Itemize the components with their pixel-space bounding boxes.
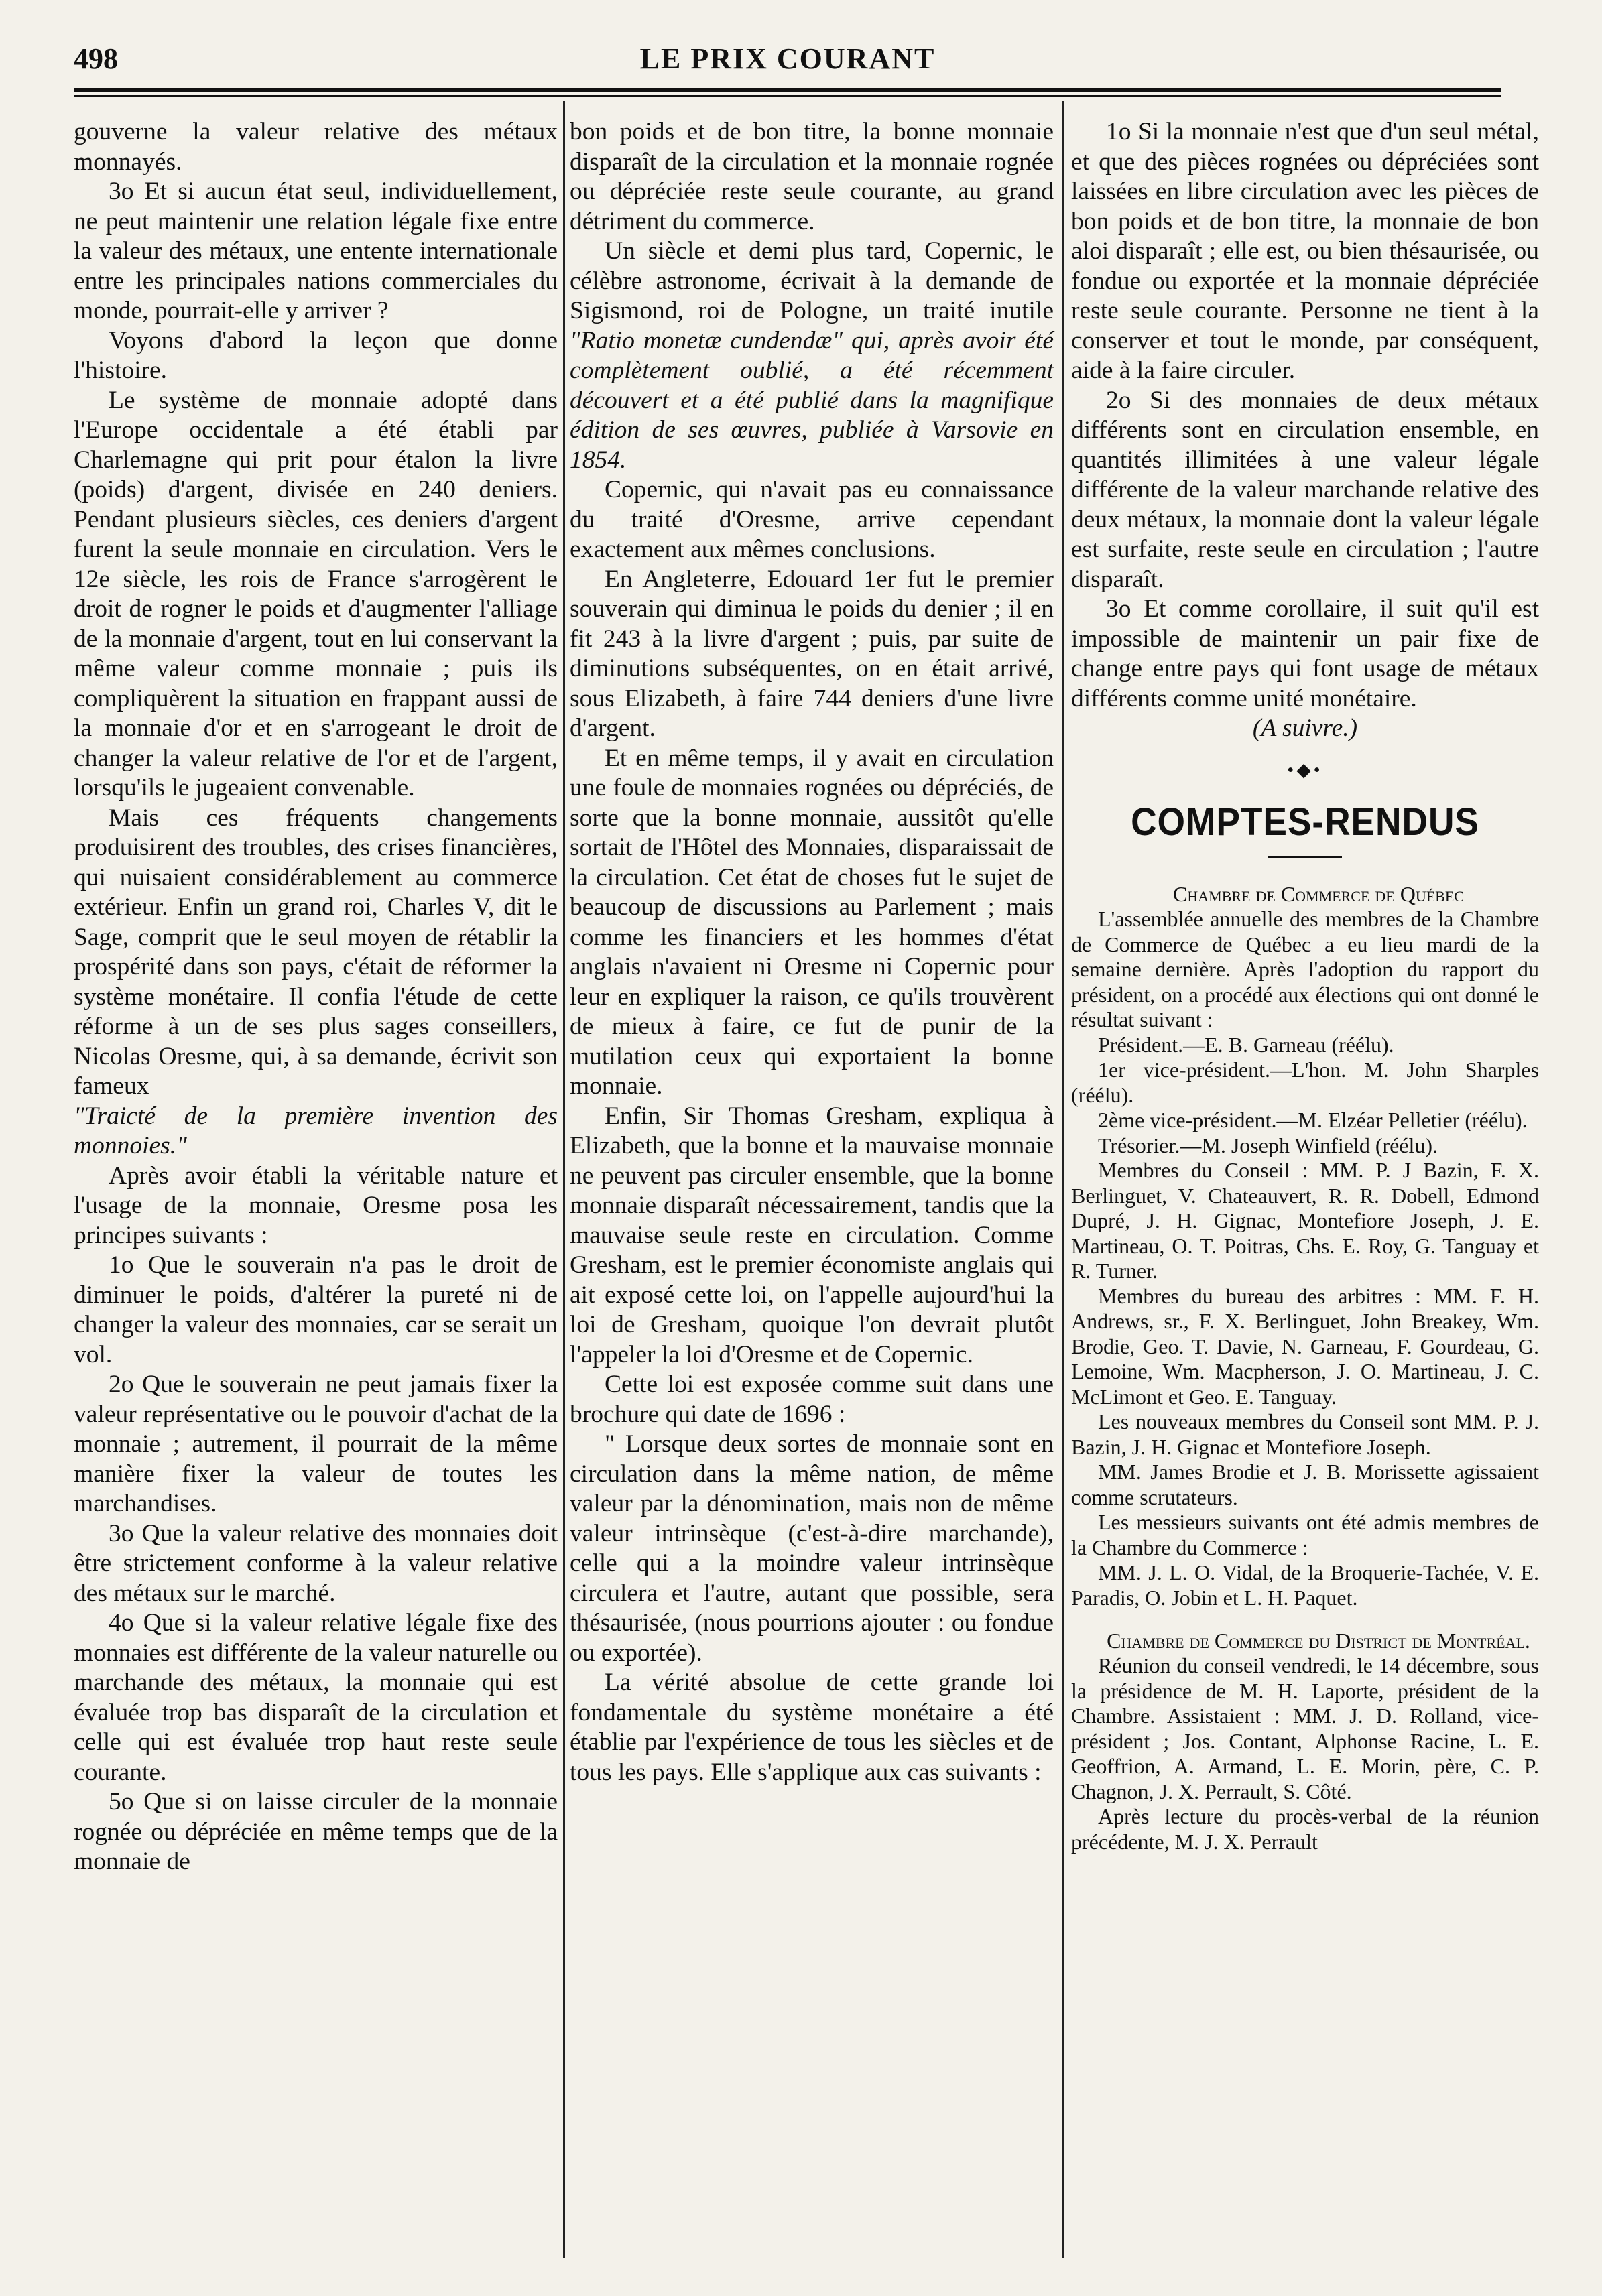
to-be-continued: (A suivre.) [1252, 714, 1358, 742]
paragraph: Mais ces fréquents changements produisirent des troubles, des crises financières, qui nuisaient considérablement au commerce extérieur. Enfin un grand roi, Charles V, dit le Sage, comprit que le seul moyen de rétablir la prospérité dans son pays, c'était de réformer la système monétaire. Il confia l'étude de cette réforme à un de ses plus sages conseillers, Nicolas Oresme, qui, à sa demande, écrivit son fameux [74, 804, 558, 1100]
paragraph: Trésorier.—M. Joseph Winfield (réélu). [1098, 1133, 1438, 1157]
column-2 [570, 117, 1054, 1787]
paragraph: 3o Et si aucun état seul, individuellement, ne peut maintenir une relation légale fixe entre la valeur des métaux, une entente internationale entre les principales nations commerciales du monde, pourrait-elle y arriver ? [74, 178, 558, 324]
paragraph: Après lecture du procès-verbal de la réunion précédente, M. J. X. Perrault [1071, 1804, 1539, 1854]
paragraph: 3o Et comme corollaire, il suit qu'il est impossible de maintenir un pair fixe de change entre pays qui font usage de métaux différents comme unité monétaire. [1071, 595, 1539, 712]
paragraph: Et en même temps, il y avait en circulation une foule de monnaies rognées ou dépréciés, de sorte que la bonne monnaie, aussitôt qu'elle sortait de l'Hôtel des Monnaies, disparaissait de la circulation. Cet état de choses fut le sujet de beaucoup de discussions au Parlement ; mais comme les financiers et les hommes d'état anglais n'avaient ni Oresme ni Copernic pour leur en expliquer la raison, ce qu'ils trouvèrent de mieux à faire, ce fut de punir de la mutilation ceux qui exportaient la bonne monnaie. [570, 744, 1054, 1100]
section-title: COMPTES-RENDUS [1131, 800, 1479, 844]
column-3 [1071, 117, 1539, 1854]
header-rule-thin [74, 95, 1501, 97]
paragraph: Après avoir établi la véritable nature et l'usage de la monnaie, Oresme posa les principes suivants : [74, 1161, 558, 1249]
running-title: LE PRIX COURANT [639, 42, 936, 75]
paragraph: 3o Que la valeur relative des monnaies doit être strictement conforme à la valeur relative des métaux sur le marché. [74, 1519, 558, 1607]
paragraph: La vérité absolue de cette grande loi fondamentale du système monétaire a été établie par l'expérience de tous les siècles et de tous les pays. Elle s'applique aux cas suivants : [570, 1669, 1054, 1786]
header-rule [74, 88, 1501, 92]
column-1 [74, 117, 558, 1877]
paragraph: 5o Que si on laisse circuler de la monnaie rognée ou dépréciée en même temps que de la monnaie de [74, 1788, 558, 1875]
paragraph: Voyons d'abord la leçon que donne l'histoire. [74, 326, 558, 384]
paragraph: Président.—E. B. Garneau (réélu). [1098, 1032, 1394, 1057]
paragraph: 1er vice-président.—L'hon. M. John Sharples (réélu). [1071, 1058, 1539, 1107]
ornament: •◆• [1287, 759, 1323, 781]
montreal-heading: Chambre de Commerce du District de Montréal. [1107, 1629, 1530, 1653]
paragraph: Les messieurs suivants ont été admis membres de la Chambre du Commerce : [1071, 1510, 1539, 1559]
paragraph: L'assemblée annuelle des membres de la Chambre de Commerce de Québec a eu lieu mardi de la semaine dernière. Après l'adoption du rapport du président, on a procédé aux élections qui ont donné le résultat suivant : [1071, 907, 1539, 1031]
paragraph: En Angleterre, Edouard 1er fut le premier souverain qui diminua le poids du denier ; il en fit 243 à la livre d'argent ; puis, par suite de diminutions subséquentes, on en était arrivé, sous Elizabeth, à faire 744 deniers d'une livre d'argent. [570, 565, 1054, 742]
column-separator [563, 101, 565, 2258]
paragraph: Enfin, Sir Thomas Gresham, expliqua à Elizabeth, que la bonne et la mauvaise monnaie ne peuvent pas circuler ensemble, que la bonne monnaie disparaît nécessairement, tandis que la mauvaise seule reste en circulation. Comme Gresham, est le premier économiste anglais qui ait exposé cette loi, on l'appelle aujourd'hui la loi de Gresham, quoique l'on devrait plutôt l'appeler la loi d'Oresme et de Copernic. [570, 1102, 1054, 1368]
paragraph: 4o Que si la valeur relative légale fixe des monnaies est différente de la valeur naturelle ou marchande des métaux, la monnaie qui est évaluée trop bas disparaît de la circulation et celle qui est évaluée trop haut reste seule courante. [74, 1609, 558, 1786]
paragraph: 2ème vice-président.—M. Elzéar Pelletier (réélu). [1098, 1108, 1528, 1132]
paragraph: Les nouveaux membres du Conseil sont MM. P. J. Bazin, J. H. Gignac et Montefiore Joseph. [1071, 1409, 1539, 1459]
paragraph: Membres du Conseil : MM. P. J Bazin, F. X. Berlinguet, V. Chateauvert, R. R. Dobell, Edmond Dupré, J. H. Gignac, Montefiore Joseph, J. E. Martineau, O. T. Poitras, Chs. E. Roy, G. Tanguay et R. Turner. [1071, 1158, 1539, 1283]
paragraph: bon poids et de bon titre, la bonne monnaie disparaît de la circulation et la monnaie rognée ou dépréciée reste seule courante, au grand détriment du commerce. [570, 118, 1054, 235]
book-title: "Traicté de la première invention des monnoies." [74, 1102, 558, 1159]
section-rule [1268, 856, 1342, 858]
page-number: 498 [74, 42, 118, 75]
paragraph: MM. James Brodie et J. B. Morissette agissaient comme scrutateurs. [1071, 1460, 1539, 1509]
quebec-heading: Chambre de Commerce de Québec [1173, 882, 1464, 906]
paragraph: 2o Que le souverain ne peut jamais fixer la valeur représentative ou le pouvoir d'achat de la monnaie ; autrement, il pourrait de la même manière fixer la valeur de toutes les marchandises. [74, 1370, 558, 1517]
paragraph: 1o Si la monnaie n'est que d'un seul métal, et que des pièces rognées ou dépréciées sont laissées en libre circulation avec les pièces de bon poids et de bon titre, la monnaie de bon aloi disparaît ; elle est, ou bien thésaurisée, ou fondue ou exportée et la monnaie dépréciée reste seule courante. Personne ne tient à la conserver et tout le monde, par conséquent, aide à la faire circuler. [1071, 118, 1539, 384]
column-separator [1062, 101, 1064, 2258]
page-header [74, 42, 1501, 82]
paragraph: Un siècle et demi plus tard, Copernic, le célèbre astronome, écrivait à la demande de Sigismond, roi de Pologne, un traité inutile "Ratio monetæ cundendæ" qui, après avoir été complètement oublié, a été récemment découvert et a été publié dans la magnifique édition de ses œuvres, publiée à Varsovie en 1854. [570, 237, 1054, 474]
paragraph: Copernic, qui n'avait pas eu connaissance du traité d'Oresme, arrive cependant exactement aux mêmes conclusions. [570, 476, 1054, 563]
paragraph: 1o Que le souverain n'a pas le droit de diminuer le poids, d'altérer la pureté ni de changer la valeur des monnaies, car se serait un vol. [74, 1251, 558, 1368]
paragraph: 2o Si des monnaies de deux métaux différents sont en circulation ensemble, en quantités illimitées à une valeur légale différente de la valeur marchande relative des deux métaux, la monnaie dont la valeur légale est surfaite, reste seule en circulation ; l'autre disparaît. [1071, 386, 1539, 593]
latin-title: "Ratio monetæ cundendæ" qui, après avoir été complètement oublié, a été récemment découvert et a été publié dans la magnifique édition de ses œuvres, publiée à Varsovie en 1854. [570, 326, 1054, 474]
paragraph: Cette loi est exposée comme suit dans une brochure qui date de 1696 : [570, 1370, 1054, 1428]
paragraph: Réunion du conseil vendredi, le 14 décembre, sous la présidence de M. H. Laporte, président de la Chambre. Assistaient : MM. J. D. Rolland, vice-président ; Jos. Contant, Alphonse Racine, L. E. Geoffrion, A. Armand, L. E. Morin, père, C. P. Chagnon, J. X. Perrault, S. Côté. [1071, 1653, 1539, 1803]
paragraph: Le système de monnaie adopté dans l'Europe occidentale a été établi par Charlemagne qui prit pour étalon la livre (poids) d'argent, divisée en 240 deniers. Pendant plusieurs siècles, ces deniers d'argent furent la seule monnaie en circulation. Vers le 12e siècle, les rois de France s'arrogèrent le droit de rogner le poids et d'augmenter l'alliage de la monnaie d'argent, tout en lui conservant la même valeur comme monnaie ; puis ils compliquèrent la situation en frappant aussi de la monnaie d'or et en s'arrogeant le droit de changer la valeur relative de l'or et de l'argent, lorsqu'ils le jugeaient convenable. [74, 386, 558, 802]
paragraph: MM. J. L. O. Vidal, de la Broquerie-Tachée, V. E. Paradis, O. Jobin et L. H. Paquet. [1071, 1560, 1539, 1610]
quotation: " Lorsque deux sortes de monnaie sont en circulation dans la même nation, de même valeur par la dénomination, mais non de même valeur intrinsèque (c'est-à-dire marchande), celle qui a la moindre valeur intrinsèque circulera et l'autre, autant que possible, sera thésaurisée, (nous pourrions ajouter : ou fondue ou exportée). [570, 1430, 1054, 1667]
paragraph: gouverne la valeur relative des métaux monnayés. [74, 118, 558, 176]
quebec-report [1071, 881, 1539, 1854]
paragraph: Membres du bureau des arbitres : MM. F. H. Andrews, sr., F. X. Berlinguet, John Breakey, Wm. Brodie, Geo. T. Davie, N. Garneau, F. Gourdeau, G. Lemoine, Wm. Macpherson, J. O. Martineau, J. C. McLimont et Geo. E. Tanguay. [1071, 1283, 1539, 1409]
